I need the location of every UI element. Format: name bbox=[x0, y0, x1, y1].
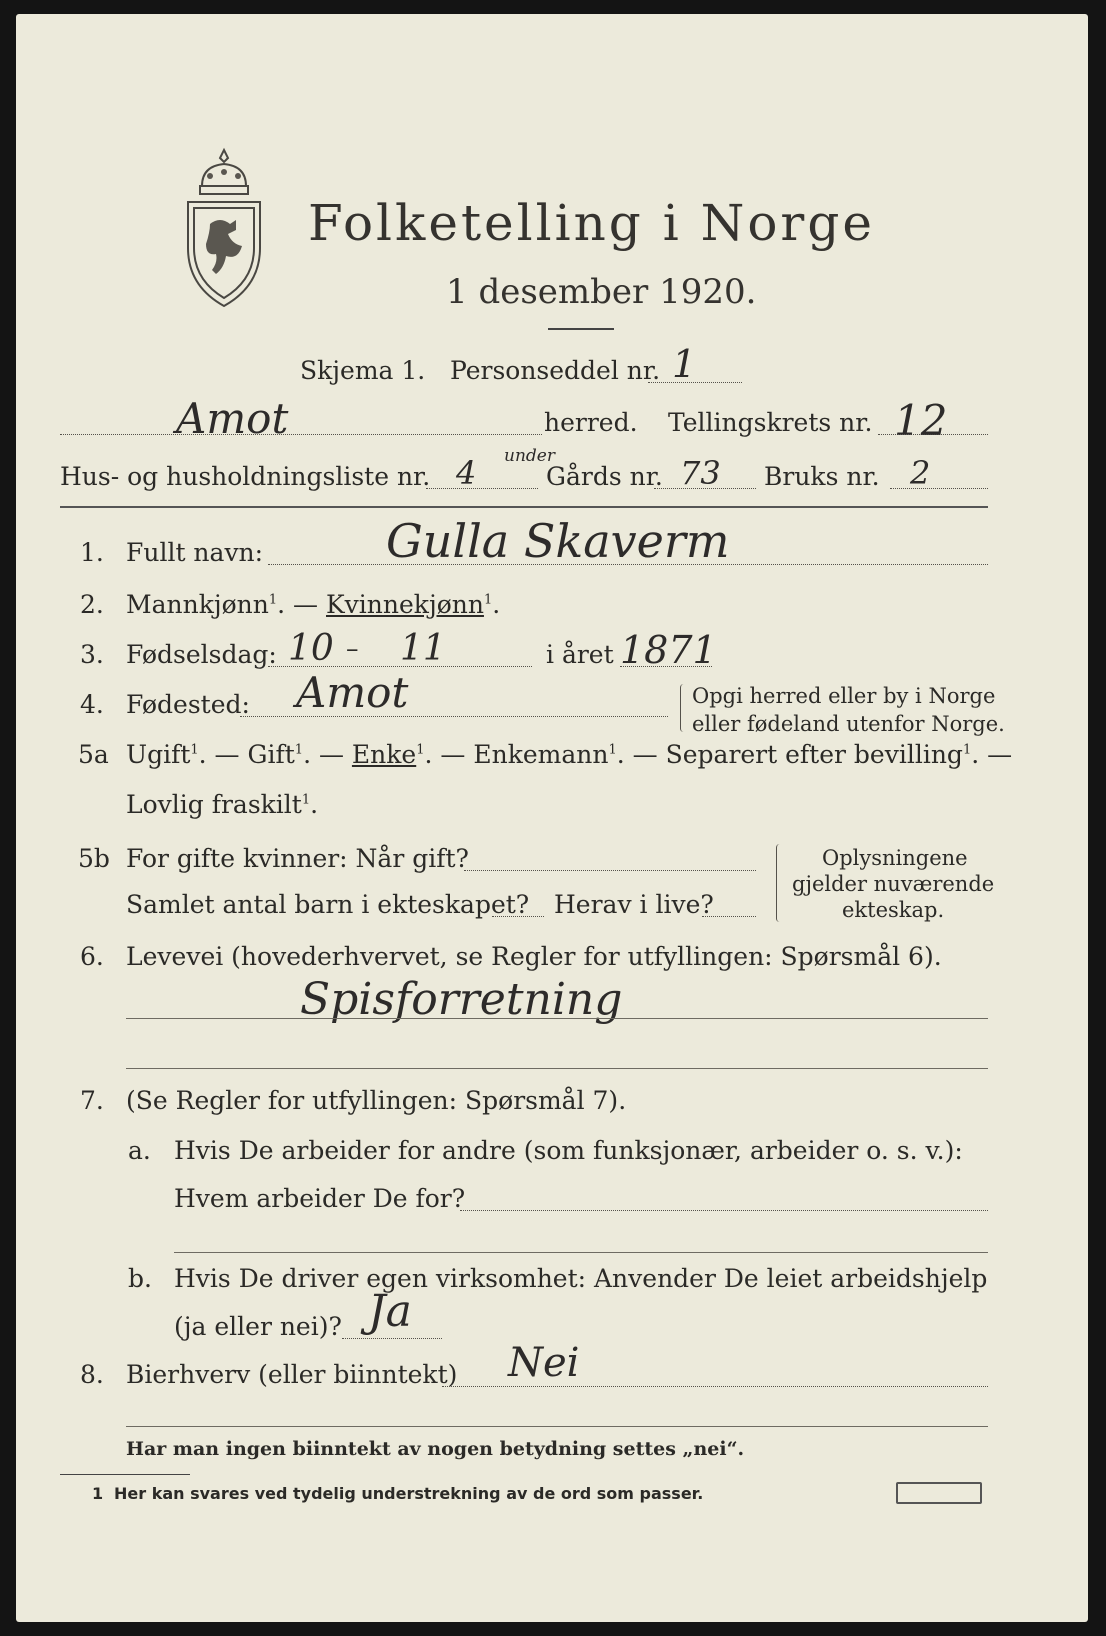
q5b-line2 bbox=[492, 916, 544, 917]
herred-label: herred. bbox=[544, 408, 638, 437]
q8-value: Nei bbox=[508, 1340, 580, 1386]
q6-line1 bbox=[126, 1018, 988, 1019]
q7a-label: Hvis De arbeider for andre (som funksjonær, arbeider o. s. v.): bbox=[174, 1136, 963, 1165]
q3-year: 1871 bbox=[620, 628, 717, 672]
q3-dash: – bbox=[346, 634, 359, 663]
q8-number: 8. bbox=[80, 1360, 104, 1389]
q7b-question: (ja eller nei)? bbox=[174, 1312, 342, 1341]
q5a-gift: Gift bbox=[247, 740, 295, 769]
q7-number: 7. bbox=[80, 1086, 104, 1115]
coat-of-arms-icon bbox=[180, 146, 268, 314]
gards-label: Gårds nr. bbox=[546, 462, 663, 491]
q5b-brace bbox=[776, 844, 783, 922]
q5a-separert: Separert efter bevilling bbox=[665, 740, 963, 769]
q3-year-label: i året bbox=[546, 640, 614, 669]
q5b-number: 5b bbox=[78, 844, 110, 873]
tellingskrets-value: 12 bbox=[894, 396, 948, 445]
skjema-label: Skjema 1. bbox=[300, 356, 426, 385]
q3-day: 10 bbox=[288, 628, 334, 669]
q5b-label2: Samlet antal barn i ekteskapet? bbox=[126, 890, 530, 919]
footnote-text: Her kan svares ved tydelig understrekning av de ord som passer. bbox=[114, 1484, 704, 1503]
census-date: 1 desember 1920. bbox=[446, 272, 757, 312]
q7b-label: Hvis De driver egen virksomhet: Anvender De leiet arbeidshjelp bbox=[174, 1264, 988, 1293]
q5a-number: 5a bbox=[78, 740, 109, 769]
q5a-options: Ugift$^1$. — Gift$^1$. — Enke$^1$. — Enkemann$^1$. — Separert efter bevilling$^1$. — bbox=[126, 740, 1013, 769]
q4-note2: eller fødeland utenfor Norge. bbox=[692, 712, 1005, 736]
q3-label: Fødselsdag: bbox=[126, 640, 277, 669]
footer-note: Har man ingen biinntekt av nogen betydning settes „nei“. bbox=[126, 1438, 745, 1460]
personseddel-value: 1 bbox=[672, 342, 697, 386]
q5b-line3 bbox=[702, 916, 756, 917]
q5a-fraskilt: Lovlig fraskilt bbox=[126, 790, 302, 819]
q1-number: 1. bbox=[80, 538, 104, 567]
tellingskrets-label: Tellingskrets nr. bbox=[668, 408, 873, 437]
q7a-line2 bbox=[174, 1252, 988, 1253]
q5a-enkemann: Enkemann bbox=[473, 740, 609, 769]
q4-brace bbox=[680, 684, 687, 732]
herred-line bbox=[60, 434, 542, 435]
personseddel-label: Personseddel nr. bbox=[450, 356, 661, 385]
q7a-line1 bbox=[460, 1210, 988, 1211]
q2-female: Kvinnekjønn bbox=[326, 590, 484, 619]
husliste-line bbox=[426, 488, 538, 489]
printer-stamp bbox=[896, 1482, 982, 1504]
census-form bbox=[16, 14, 1088, 1622]
q3-number: 3. bbox=[80, 640, 104, 669]
q5b-label3: Herav i live? bbox=[554, 890, 714, 919]
bruks-line bbox=[890, 488, 988, 489]
q7-label: (Se Regler for utfyllingen: Spørsmål 7). bbox=[126, 1086, 627, 1115]
q7a-letter: a. bbox=[128, 1136, 151, 1165]
q5a-ugift: Ugift bbox=[126, 740, 191, 769]
q6-line2 bbox=[126, 1068, 988, 1069]
footnote-rule bbox=[60, 1474, 190, 1475]
q3-month: 11 bbox=[400, 628, 446, 669]
q7b-line bbox=[342, 1338, 442, 1339]
title-rule bbox=[548, 328, 614, 330]
q5b-note1: Oplysningene bbox=[822, 846, 968, 870]
q5a-enke: Enke bbox=[351, 740, 417, 769]
q1-value: Gulla Skaverm bbox=[386, 514, 730, 568]
q2-text: Mannkjønn$^1$. — Kvinnekjønn$^1$. bbox=[126, 590, 501, 619]
bruks-value: 2 bbox=[910, 454, 931, 492]
q4-value: Amot bbox=[296, 668, 409, 717]
gards-value: 73 bbox=[680, 454, 721, 492]
q6-number: 6. bbox=[80, 942, 104, 971]
husliste-value: 4 bbox=[456, 454, 477, 492]
q5b-note2: gjelder nuværende bbox=[792, 872, 995, 896]
q4-number: 4. bbox=[80, 690, 104, 719]
husliste-label: Hus- og husholdningsliste nr. bbox=[60, 462, 431, 491]
section-divider bbox=[60, 506, 988, 508]
herred-value: Amot bbox=[176, 394, 289, 443]
q5b-note3: ekteskap. bbox=[842, 898, 945, 922]
q1-label: Fullt navn: bbox=[126, 538, 264, 567]
form-title: Folketelling i Norge bbox=[308, 194, 875, 252]
q8-line bbox=[442, 1386, 988, 1387]
q7a-question: Hvem arbeider De for? bbox=[174, 1184, 466, 1213]
q8-label: Bierhverv (eller biinntekt) bbox=[126, 1360, 458, 1389]
q8-line2 bbox=[126, 1426, 988, 1427]
q4-label: Fødested: bbox=[126, 690, 250, 719]
q4-note1: Opgi herred eller by i Norge bbox=[692, 684, 996, 708]
q5a-fraskilt-row: Lovlig fraskilt$^1$. bbox=[126, 790, 319, 819]
bruks-label: Bruks nr. bbox=[764, 462, 880, 491]
q7b-value: Ja bbox=[368, 1286, 412, 1337]
footnote-mark: 1 bbox=[92, 1484, 104, 1503]
husliste-note: under bbox=[504, 446, 555, 466]
q5b-line1 bbox=[464, 870, 756, 871]
q2-male: Mannkjønn bbox=[126, 590, 269, 619]
q6-value: Spisforretning bbox=[300, 974, 623, 1025]
q5b-label1: For gifte kvinner: Når gift? bbox=[126, 844, 469, 873]
q7b-letter: b. bbox=[128, 1264, 152, 1293]
q6-label: Levevei (hovederhvervet, se Regler for utfyllingen: Spørsmål 6). bbox=[126, 942, 942, 971]
q2-number: 2. bbox=[80, 590, 104, 619]
